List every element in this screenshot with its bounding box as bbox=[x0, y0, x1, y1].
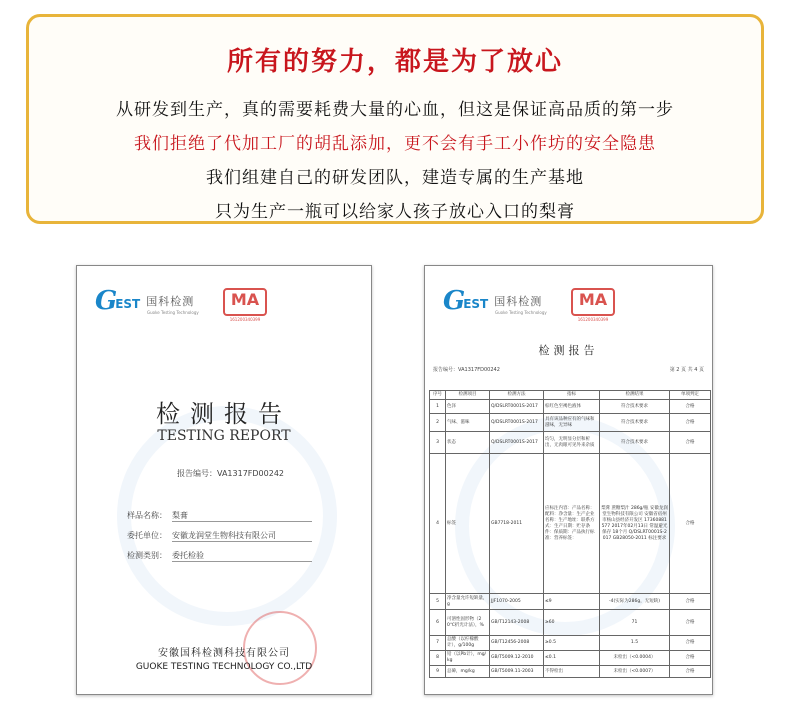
sample-name-row bbox=[127, 510, 312, 522]
header-cell: 序号 bbox=[430, 391, 446, 400]
report-page-header bbox=[433, 366, 704, 373]
report-detail-page[interactable] bbox=[424, 265, 713, 695]
logo-name: 国科检测 bbox=[146, 295, 195, 308]
table-cell: 合格 bbox=[670, 610, 711, 636]
table-cell: 合格 bbox=[670, 666, 711, 678]
table-cell: 1 bbox=[430, 400, 446, 414]
test-type-row bbox=[127, 550, 312, 562]
table-cell: 净含量允许短缺量，g bbox=[446, 594, 490, 610]
report-number bbox=[177, 468, 284, 479]
table-row bbox=[430, 454, 711, 594]
table-cell: ≤9 bbox=[544, 594, 600, 610]
table-cell: 总砷，mg/kg bbox=[446, 666, 490, 678]
table-cell: ≤0.1 bbox=[544, 651, 600, 666]
table-cell: 合格 bbox=[670, 414, 711, 432]
table-cell: GB/T5009.11-2003 bbox=[490, 666, 544, 678]
cma-text: MA bbox=[578, 290, 608, 309]
banner-line-highlight: 我们拒绝了代加工厂的胡乱添加，更不会有手工小作坊的安全隐患 bbox=[134, 134, 656, 154]
table-cell: 合格 bbox=[670, 651, 711, 666]
cma-certification-icon bbox=[223, 288, 267, 322]
header-cell: 检测方法 bbox=[490, 391, 544, 400]
table-cell: 具有该品种应有的气味和滋味，无异味 bbox=[544, 414, 600, 432]
table-cell: 未检出（<0.0004） bbox=[600, 651, 670, 666]
table-cell: 合格 bbox=[670, 400, 711, 414]
table-cell: 色泽 bbox=[446, 400, 490, 414]
table-cell: GB/T5009.12-2010 bbox=[490, 651, 544, 666]
table-cell: 气味、滋味 bbox=[446, 414, 490, 432]
table-cell: Q/DSLRT0001S-2017 bbox=[490, 400, 544, 414]
table-cell: Q/DSLRT0001S-2017 bbox=[490, 414, 544, 432]
table-cell: 铅（以Pb计），mg/kg bbox=[446, 651, 490, 666]
table-row bbox=[430, 666, 711, 678]
table-cell: 状态 bbox=[446, 432, 490, 454]
table-row bbox=[430, 636, 711, 651]
table-cell: 合格 bbox=[670, 594, 711, 610]
table-cell: 符合技术要求 bbox=[600, 432, 670, 454]
table-cell: 合格 bbox=[670, 636, 711, 651]
logo-name: 国科检测 bbox=[494, 295, 543, 308]
table-cell: 未检出（<0.0007） bbox=[600, 666, 670, 678]
table-cell: 应标注内容：产品名称：配料：净含量：生产企业名称：生产地址：联系方式：生产日期：贮存条件：保质期：产品执行标准：营养标签： bbox=[544, 454, 600, 594]
table-row bbox=[430, 594, 711, 610]
table-cell: 9 bbox=[430, 666, 446, 678]
logo-mark: G bbox=[443, 286, 466, 316]
page-number: 第 2 页 共 4 页 bbox=[669, 367, 704, 373]
table-cell: 梨膏 蔗糖梨汁 286g/瓶 安徽龙润堂生物科技有限公司 安徽省宿州市杨山县经济开发区 17360881577 2017年02月13日 常温避光保存 18个月 Q/DSLRT0001S-2017 GB28050-2011 标注要求 bbox=[600, 454, 670, 594]
header-cell: 单项判定 bbox=[670, 391, 711, 400]
table-cell: Q/DSLRT0001S-2017 bbox=[490, 432, 544, 454]
gest-logo bbox=[443, 286, 547, 316]
client-label: 委托单位： bbox=[127, 531, 167, 540]
table-cell: JJF1070-2005 bbox=[490, 594, 544, 610]
report-number: 报告编号：VA1317FD00242 bbox=[433, 367, 500, 373]
table-cell: 4 bbox=[430, 454, 446, 594]
table-header-row bbox=[430, 391, 711, 400]
cma-certification-icon bbox=[571, 288, 615, 322]
table-cell: ≥0.5 bbox=[544, 636, 600, 651]
type-label: 检测类别： bbox=[127, 551, 167, 560]
table-cell: -4(实际为286g，无短缺) bbox=[600, 594, 670, 610]
table-cell: 棕红色至褐色液体 bbox=[544, 400, 600, 414]
table-cell: 1.5 bbox=[600, 636, 670, 651]
table-row bbox=[430, 400, 711, 414]
table-cell: 合格 bbox=[670, 454, 711, 594]
banner-lines bbox=[29, 95, 761, 222]
table-cell: 标签 bbox=[446, 454, 490, 594]
client-value: 安徽龙润堂生物科技有限公司 bbox=[172, 530, 312, 542]
report-cover-page[interactable] bbox=[76, 265, 372, 695]
table-cell: GB7718-2011 bbox=[490, 454, 544, 594]
table-cell: 5 bbox=[430, 594, 446, 610]
table-row bbox=[430, 432, 711, 454]
table-cell: 2 bbox=[430, 414, 446, 432]
promo-banner bbox=[26, 14, 764, 224]
header-cell: 检测项目 bbox=[446, 391, 490, 400]
logo-suffix: EST bbox=[463, 297, 489, 311]
cma-text: MA bbox=[230, 290, 260, 309]
table-cell: 总酸（以柠檬酸计），g/100g bbox=[446, 636, 490, 651]
table-row bbox=[430, 414, 711, 432]
table-cell: 符合技术要求 bbox=[600, 414, 670, 432]
table-cell: 71 bbox=[600, 610, 670, 636]
table-cell: 3 bbox=[430, 432, 446, 454]
cover-title-en: TESTING REPORT bbox=[157, 428, 291, 444]
logo-mark: G bbox=[95, 286, 118, 316]
results-table bbox=[429, 390, 711, 678]
cover-title-cn: 检测报告 bbox=[156, 400, 292, 428]
banner-line: 只为生产一瓶可以给家人孩子放心入口的梨膏 bbox=[215, 202, 575, 222]
report-number-label: 报告编号： bbox=[177, 469, 217, 478]
table-cell: 均匀，无明显分层和析出，无肉眼可见外来杂质 bbox=[544, 432, 600, 454]
header-cell: 检测结果 bbox=[600, 391, 670, 400]
report-number-value: VA1317FD00242 bbox=[217, 469, 285, 478]
table-cell: GB/T12456-2008 bbox=[490, 636, 544, 651]
sample-value: 梨膏 bbox=[172, 510, 312, 522]
banner-line: 我们组建自己的研发团队，建造专属的生产基地 bbox=[206, 168, 584, 188]
table-row bbox=[430, 651, 711, 666]
report-page-title: 检测报告 bbox=[538, 344, 599, 357]
table-cell: ≥60 bbox=[544, 610, 600, 636]
table-cell: 不得检出 bbox=[544, 666, 600, 678]
sample-label: 样品名称： bbox=[127, 511, 167, 520]
logo-suffix: EST bbox=[115, 297, 141, 311]
table-cell: 6 bbox=[430, 610, 446, 636]
cma-number: 161200340399 bbox=[229, 317, 261, 322]
header-cell: 指标 bbox=[544, 391, 600, 400]
logo-name-en: Guoke Testing Technology bbox=[495, 310, 547, 315]
gest-logo bbox=[95, 286, 199, 316]
banner-title: 所有的努力，都是为了放心 bbox=[226, 47, 563, 77]
banner-line: 从研发到生产，真的需要耗费大量的心血，但这是保证高品质的第一步 bbox=[116, 100, 674, 120]
table-cell: 符合技术要求 bbox=[600, 400, 670, 414]
type-value: 委托检验 bbox=[172, 550, 312, 562]
table-cell: 合格 bbox=[670, 432, 711, 454]
table-row bbox=[430, 610, 711, 636]
table-cell: 7 bbox=[430, 636, 446, 651]
table-cell: GB/T12143-2008 bbox=[490, 610, 544, 636]
table-cell: 8 bbox=[430, 651, 446, 666]
client-row bbox=[127, 530, 312, 542]
organization-name-cn: 安徽国科检测科技有限公司 bbox=[158, 648, 290, 659]
cma-number: 161200340399 bbox=[577, 317, 609, 322]
logo-name-en: Guoke Testing Technology bbox=[147, 310, 199, 315]
table-cell: 可溶性固形物（20℃折光计法），% bbox=[446, 610, 490, 636]
organization-name-en: GUOKE TESTING TECHNOLOGY CO.,LTD bbox=[135, 662, 313, 672]
